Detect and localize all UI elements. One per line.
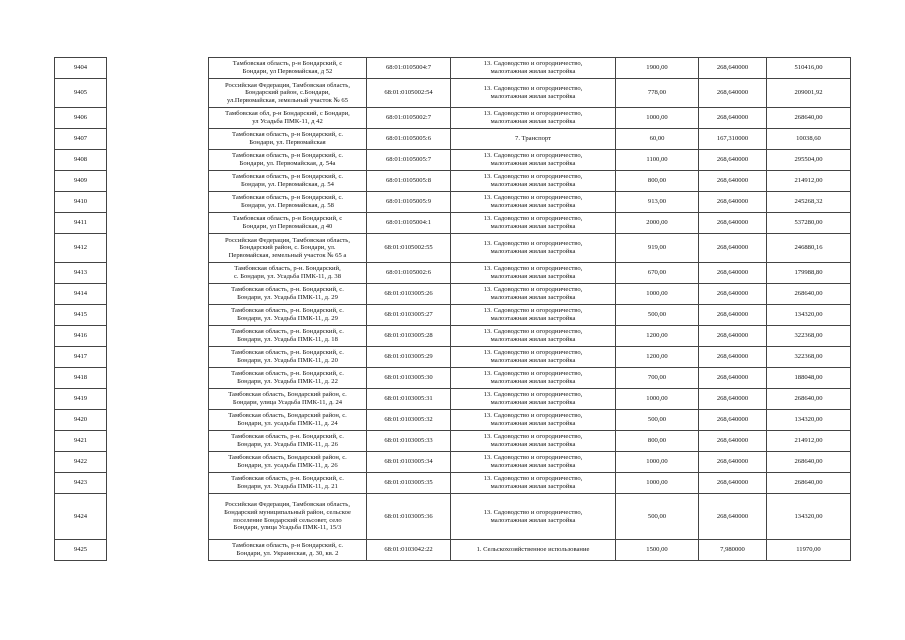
area-cell: 1200,00 bbox=[616, 347, 699, 368]
area-cell: 1900,00 bbox=[616, 58, 699, 79]
address-cell: Тамбовская область, р-н Бондарский, с. Бондари, ул. Первомайская, д. 54а bbox=[209, 150, 367, 171]
area-cell: 500,00 bbox=[616, 305, 699, 326]
cadastral-value-cell: 179988,80 bbox=[767, 263, 851, 284]
specific-value-cell: 268,640000 bbox=[699, 452, 767, 473]
specific-value-cell: 268,640000 bbox=[699, 192, 767, 213]
cadastral-value-table bbox=[54, 57, 851, 561]
cadastral-value-cell: 134320,00 bbox=[767, 410, 851, 431]
row-number-cell: 9409 bbox=[55, 171, 107, 192]
table-row bbox=[55, 129, 851, 150]
specific-value-cell: 268,640000 bbox=[699, 410, 767, 431]
address-cell: Тамбовская область, р-н. Бондарский, с. Бондари, ул. Усадьба ПМК-11, д. 18 bbox=[209, 326, 367, 347]
spacer-cell bbox=[107, 284, 209, 305]
cadastral-number-cell: 68:01:0103005:33 bbox=[367, 431, 451, 452]
table-row bbox=[55, 389, 851, 410]
row-number-cell: 9411 bbox=[55, 213, 107, 234]
land-use-cell: 13. Садоводство и огородничество, малоэтажная жилая застройка bbox=[451, 431, 616, 452]
land-use-cell: 13. Садоводство и огородничество, малоэтажная жилая застройка bbox=[451, 263, 616, 284]
address-cell: Тамбовская область, р-н. Бондарский, с. Бондари, ул. Усадьба ПМК-11, д. 38 bbox=[209, 263, 367, 284]
spacer-cell bbox=[107, 192, 209, 213]
area-cell: 919,00 bbox=[616, 234, 699, 263]
area-cell: 800,00 bbox=[616, 431, 699, 452]
area-cell: 1500,00 bbox=[616, 540, 699, 561]
spacer-cell bbox=[107, 473, 209, 494]
spacer-cell bbox=[107, 234, 209, 263]
specific-value-cell: 268,640000 bbox=[699, 389, 767, 410]
address-cell: Тамбовская область, р-н. Бондарский, с. Бондари, ул. Усадьба ПМК-11, д. 20 bbox=[209, 347, 367, 368]
row-number-cell: 9413 bbox=[55, 263, 107, 284]
table-row bbox=[55, 263, 851, 284]
cadastral-value-cell: 268640,00 bbox=[767, 389, 851, 410]
land-use-cell: 13. Садоводство и огородничество, малоэтажная жилая застройка bbox=[451, 150, 616, 171]
land-use-cell: 13. Садоводство и огородничество, малоэтажная жилая застройка bbox=[451, 326, 616, 347]
address-cell: Тамбовская область, р-н. Бондарский, с. Бондари, ул. Усадьба ПМК-11, д. 21 bbox=[209, 473, 367, 494]
spacer-cell bbox=[107, 58, 209, 79]
table-row bbox=[55, 494, 851, 540]
land-use-cell: 13. Садоводство и огородничество, малоэтажная жилая застройка bbox=[451, 58, 616, 79]
land-use-cell: 13. Садоводство и огородничество, малоэтажная жилая застройка bbox=[451, 213, 616, 234]
address-cell: Российская Федерация, Тамбовская область, Бондарский район, с.Бондари, ул.Первомайская, земельный участок № 65 bbox=[209, 79, 367, 108]
cadastral-value-cell: 322368,00 bbox=[767, 347, 851, 368]
table-row bbox=[55, 452, 851, 473]
address-cell: Тамбовская область, р-н Бондарский, с. Бондари, ул. Украинская, д. 30, кв. 2 bbox=[209, 540, 367, 561]
cadastral-value-cell: 510416,00 bbox=[767, 58, 851, 79]
area-cell: 778,00 bbox=[616, 79, 699, 108]
table-row bbox=[55, 305, 851, 326]
address-cell: Тамбовская область, Бондарский район, с. Бондари, ул. усадьба ПМК-11, д. 24 bbox=[209, 410, 367, 431]
table-row bbox=[55, 284, 851, 305]
table-row bbox=[55, 58, 851, 79]
specific-value-cell: 268,640000 bbox=[699, 284, 767, 305]
spacer-cell bbox=[107, 540, 209, 561]
row-number-cell: 9404 bbox=[55, 58, 107, 79]
cadastral-value-cell: 295504,00 bbox=[767, 150, 851, 171]
specific-value-cell: 268,640000 bbox=[699, 326, 767, 347]
spacer-cell bbox=[107, 79, 209, 108]
area-cell: 2000,00 bbox=[616, 213, 699, 234]
cadastral-number-cell: 68:01:0105005:7 bbox=[367, 150, 451, 171]
row-number-cell: 9406 bbox=[55, 108, 107, 129]
table-row bbox=[55, 540, 851, 561]
row-number-cell: 9410 bbox=[55, 192, 107, 213]
land-use-cell: 13. Садоводство и огородничество, малоэтажная жилая застройка bbox=[451, 171, 616, 192]
specific-value-cell: 167,310000 bbox=[699, 129, 767, 150]
specific-value-cell: 268,640000 bbox=[699, 108, 767, 129]
specific-value-cell: 268,640000 bbox=[699, 368, 767, 389]
cadastral-value-cell: 245268,32 bbox=[767, 192, 851, 213]
row-number-cell: 9425 bbox=[55, 540, 107, 561]
area-cell: 913,00 bbox=[616, 192, 699, 213]
cadastral-number-cell: 68:01:0103005:26 bbox=[367, 284, 451, 305]
land-use-cell: 13. Садоводство и огородничество, малоэтажная жилая застройка bbox=[451, 305, 616, 326]
spacer-cell bbox=[107, 452, 209, 473]
specific-value-cell: 268,640000 bbox=[699, 263, 767, 284]
cadastral-number-cell: 68:01:0103005:29 bbox=[367, 347, 451, 368]
cadastral-number-cell: 68:01:0105002:55 bbox=[367, 234, 451, 263]
row-number-cell: 9415 bbox=[55, 305, 107, 326]
spacer-cell bbox=[107, 129, 209, 150]
address-cell: Российская Федерация, Тамбовская область, Бондарский район, с. Бондари, ул. Первомайская, земельный участок № 65 а bbox=[209, 234, 367, 263]
area-cell: 1100,00 bbox=[616, 150, 699, 171]
row-number-cell: 9408 bbox=[55, 150, 107, 171]
row-number-cell: 9423 bbox=[55, 473, 107, 494]
cadastral-value-cell: 537280,00 bbox=[767, 213, 851, 234]
cadastral-number-cell: 68:01:0105005:6 bbox=[367, 129, 451, 150]
land-use-cell: 13. Садоводство и огородничество, малоэтажная жилая застройка bbox=[451, 79, 616, 108]
row-number-cell: 9418 bbox=[55, 368, 107, 389]
address-cell: Тамбовская область, р-н. Бондарский, с. Бондари, ул. Усадьба ПМК-11, д. 26 bbox=[209, 431, 367, 452]
table-row bbox=[55, 326, 851, 347]
cadastral-number-cell: 68:01:0103005:30 bbox=[367, 368, 451, 389]
address-cell: Тамбовская область, р-н. Бондарский, с. Бондари, ул. Усадьба ПМК-11, д. 29 bbox=[209, 305, 367, 326]
spacer-cell bbox=[107, 410, 209, 431]
cadastral-value-cell: 214912,00 bbox=[767, 431, 851, 452]
address-cell: Тамбовская область, Бондарский район, с. Бондари, улица Усадьба ПМК-11, д. 24 bbox=[209, 389, 367, 410]
row-number-cell: 9416 bbox=[55, 326, 107, 347]
cadastral-number-cell: 68:01:0105005:8 bbox=[367, 171, 451, 192]
spacer-cell bbox=[107, 347, 209, 368]
cadastral-value-cell: 134320,00 bbox=[767, 305, 851, 326]
specific-value-cell: 268,640000 bbox=[699, 171, 767, 192]
cadastral-number-cell: 68:01:0105005:9 bbox=[367, 192, 451, 213]
table-row bbox=[55, 108, 851, 129]
land-use-cell: 13. Садоводство и огородничество, малоэтажная жилая застройка bbox=[451, 368, 616, 389]
specific-value-cell: 268,640000 bbox=[699, 79, 767, 108]
address-cell: Тамбовская обл, р-н Бондарский, с Бондари, ул Усадьба ПМК-11, д 42 bbox=[209, 108, 367, 129]
area-cell: 60,00 bbox=[616, 129, 699, 150]
area-cell: 1000,00 bbox=[616, 108, 699, 129]
spacer-cell bbox=[107, 263, 209, 284]
address-cell: Тамбовская область, р-н Бондарский, с Бондари, ул Первомайская, д 40 bbox=[209, 213, 367, 234]
table-row bbox=[55, 192, 851, 213]
row-number-cell: 9420 bbox=[55, 410, 107, 431]
area-cell: 500,00 bbox=[616, 410, 699, 431]
spacer-cell bbox=[107, 108, 209, 129]
cadastral-number-cell: 68:01:0105002:54 bbox=[367, 79, 451, 108]
row-number-cell: 9414 bbox=[55, 284, 107, 305]
area-cell: 1000,00 bbox=[616, 452, 699, 473]
cadastral-number-cell: 68:01:0105004:1 bbox=[367, 213, 451, 234]
table-row bbox=[55, 410, 851, 431]
area-cell: 1000,00 bbox=[616, 284, 699, 305]
area-cell: 700,00 bbox=[616, 368, 699, 389]
spacer-cell bbox=[107, 494, 209, 540]
address-cell: Тамбовская область, р-н Бондарский, с. Бондари, ул. Первомайская, д. 58 bbox=[209, 192, 367, 213]
address-cell: Тамбовская область, р-н Бондарский, с. Бондари, ул. Первомайская, д. 54 bbox=[209, 171, 367, 192]
row-number-cell: 9421 bbox=[55, 431, 107, 452]
cadastral-value-cell: 268640,00 bbox=[767, 473, 851, 494]
cadastral-value-cell: 246880,16 bbox=[767, 234, 851, 263]
spacer-cell bbox=[107, 305, 209, 326]
address-cell: Тамбовская область, р-н Бондарский, с Бондари, ул Первомайская, д 52 bbox=[209, 58, 367, 79]
cadastral-number-cell: 68:01:0103005:27 bbox=[367, 305, 451, 326]
specific-value-cell: 268,640000 bbox=[699, 150, 767, 171]
land-use-cell: 13. Садоводство и огородничество, малоэтажная жилая застройка bbox=[451, 108, 616, 129]
cadastral-value-cell: 268640,00 bbox=[767, 452, 851, 473]
spacer-cell bbox=[107, 389, 209, 410]
row-number-cell: 9407 bbox=[55, 129, 107, 150]
specific-value-cell: 268,640000 bbox=[699, 494, 767, 540]
cadastral-value-cell: 268640,00 bbox=[767, 108, 851, 129]
table-row bbox=[55, 347, 851, 368]
cadastral-number-cell: 68:01:0105004:7 bbox=[367, 58, 451, 79]
cadastral-number-cell: 68:01:0105002:7 bbox=[367, 108, 451, 129]
spacer-cell bbox=[107, 171, 209, 192]
row-number-cell: 9405 bbox=[55, 79, 107, 108]
land-use-cell: 13. Садоводство и огородничество, малоэтажная жилая застройка bbox=[451, 494, 616, 540]
cadastral-value-cell: 322368,00 bbox=[767, 326, 851, 347]
cadastral-number-cell: 68:01:0103005:35 bbox=[367, 473, 451, 494]
area-cell: 1000,00 bbox=[616, 473, 699, 494]
land-use-cell: 1. Сельскохозяйственное использование bbox=[451, 540, 616, 561]
land-use-cell: 13. Садоводство и огородничество, малоэтажная жилая застройка bbox=[451, 410, 616, 431]
cadastral-value-cell: 214912,00 bbox=[767, 171, 851, 192]
spacer-cell bbox=[107, 213, 209, 234]
row-number-cell: 9412 bbox=[55, 234, 107, 263]
area-cell: 1000,00 bbox=[616, 389, 699, 410]
address-cell: Российская Федерация, Тамбовская область, Бондарский муниципальный район, сельское поселение Бондарский сельсовет, село Бондари, улица Усадьба ПМК-11, 15/3 bbox=[209, 494, 367, 540]
table-row bbox=[55, 171, 851, 192]
land-use-cell: 13. Садоводство и огородничество, малоэтажная жилая застройка bbox=[451, 284, 616, 305]
table-row bbox=[55, 79, 851, 108]
spacer-cell bbox=[107, 431, 209, 452]
row-number-cell: 9422 bbox=[55, 452, 107, 473]
table-row bbox=[55, 150, 851, 171]
table-row bbox=[55, 431, 851, 452]
cadastral-number-cell: 68:01:0103005:28 bbox=[367, 326, 451, 347]
address-cell: Тамбовская область, р-н. Бондарский, с. Бондари, ул. Усадьба ПМК-11, д. 29 bbox=[209, 284, 367, 305]
address-cell: Тамбовская область, Бондарский район, с. Бондари, ул. усадьба ПМК-11, д. 26 bbox=[209, 452, 367, 473]
cadastral-number-cell: 68:01:0103042:22 bbox=[367, 540, 451, 561]
land-use-cell: 13. Садоводство и огородничество, малоэтажная жилая застройка bbox=[451, 473, 616, 494]
specific-value-cell: 268,640000 bbox=[699, 58, 767, 79]
cadastral-number-cell: 68:01:0103005:32 bbox=[367, 410, 451, 431]
spacer-cell bbox=[107, 150, 209, 171]
specific-value-cell: 268,640000 bbox=[699, 473, 767, 494]
cadastral-value-cell: 11970,00 bbox=[767, 540, 851, 561]
cadastral-value-cell: 10038,60 bbox=[767, 129, 851, 150]
specific-value-cell: 268,640000 bbox=[699, 431, 767, 452]
land-use-cell: 13. Садоводство и огородничество, малоэтажная жилая застройка bbox=[451, 347, 616, 368]
cadastral-number-cell: 68:01:0103005:36 bbox=[367, 494, 451, 540]
cadastral-value-cell: 209001,92 bbox=[767, 79, 851, 108]
address-cell: Тамбовская область, р-н Бондарский, с. Бондари, ул. Первомайская bbox=[209, 129, 367, 150]
row-number-cell: 9419 bbox=[55, 389, 107, 410]
specific-value-cell: 268,640000 bbox=[699, 234, 767, 263]
land-use-cell: 13. Садоводство и огородничество, малоэтажная жилая застройка bbox=[451, 389, 616, 410]
row-number-cell: 9424 bbox=[55, 494, 107, 540]
area-cell: 500,00 bbox=[616, 494, 699, 540]
land-use-cell: 13. Садоводство и огородничество, малоэтажная жилая застройка bbox=[451, 234, 616, 263]
row-number-cell: 9417 bbox=[55, 347, 107, 368]
land-use-cell: 13. Садоводство и огородничество, малоэтажная жилая застройка bbox=[451, 192, 616, 213]
land-use-cell: 7. Транспорт bbox=[451, 129, 616, 150]
address-cell: Тамбовская область, р-н. Бондарский, с. Бондари, ул. Усадьба ПМК-11, д. 22 bbox=[209, 368, 367, 389]
spacer-cell bbox=[107, 326, 209, 347]
cadastral-number-cell: 68:01:0103005:34 bbox=[367, 452, 451, 473]
spacer-cell bbox=[107, 368, 209, 389]
specific-value-cell: 268,640000 bbox=[699, 213, 767, 234]
table-row bbox=[55, 213, 851, 234]
cadastral-value-cell: 268640,00 bbox=[767, 284, 851, 305]
specific-value-cell: 268,640000 bbox=[699, 305, 767, 326]
area-cell: 670,00 bbox=[616, 263, 699, 284]
specific-value-cell: 268,640000 bbox=[699, 347, 767, 368]
table-row bbox=[55, 473, 851, 494]
area-cell: 800,00 bbox=[616, 171, 699, 192]
cadastral-value-cell: 188048,00 bbox=[767, 368, 851, 389]
land-use-cell: 13. Садоводство и огородничество, малоэтажная жилая застройка bbox=[451, 452, 616, 473]
specific-value-cell: 7,980000 bbox=[699, 540, 767, 561]
area-cell: 1200,00 bbox=[616, 326, 699, 347]
cadastral-number-cell: 68:01:0103005:31 bbox=[367, 389, 451, 410]
cadastral-value-cell: 134320,00 bbox=[767, 494, 851, 540]
table-row bbox=[55, 234, 851, 263]
table-row bbox=[55, 368, 851, 389]
cadastral-number-cell: 68:01:0105002:6 bbox=[367, 263, 451, 284]
